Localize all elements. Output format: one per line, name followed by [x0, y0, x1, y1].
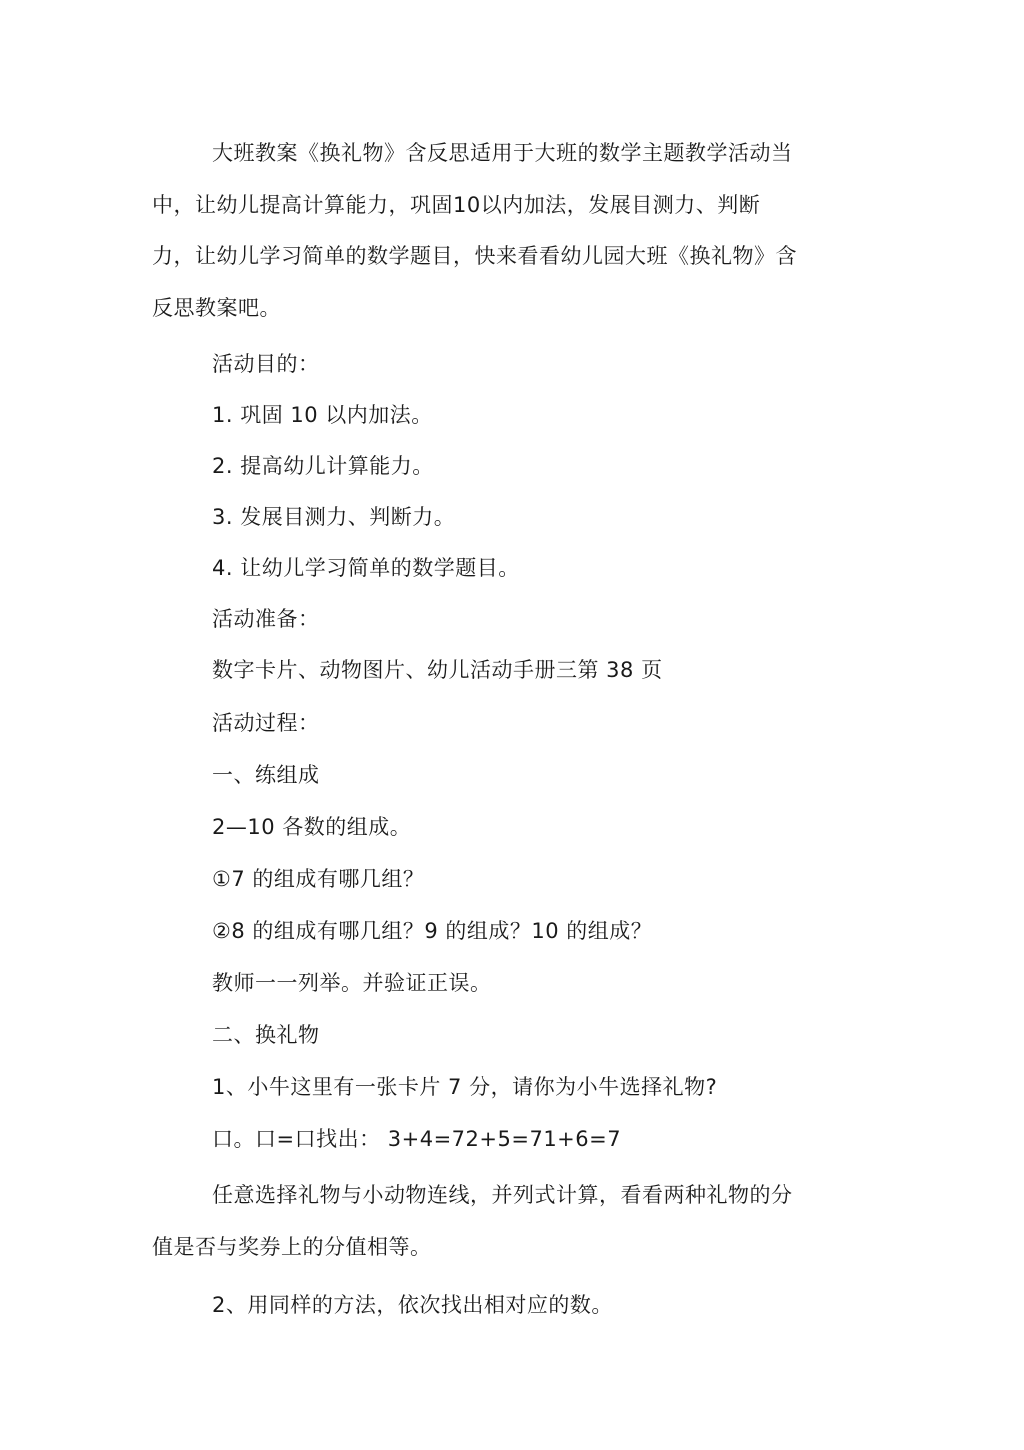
section1-line-4: 教师一一列举。并验证正误。	[212, 971, 492, 995]
goals-heading: 活动目的：	[212, 352, 320, 376]
section2-paragraph: 任意选择礼物与小动物连线，并列式计算，看看两种礼物的分值是否与奖券上的分值相等。	[152, 1183, 793, 1259]
intro-paragraph: 大班教案《换礼物》含反思适用于大班的数学主题教学活动当中，让幼儿提高计算能力，巩固10以内加法，发展目测力、判断力，让幼儿学习简单的数学题目，快来看看幼儿园大班《换礼物》含反思教案吧。	[152, 141, 797, 320]
section2-line-1: 1、小牛这里有一张卡片 7 分，请你为小牛选择礼物?	[212, 1075, 718, 1099]
goal-item-1: 1. 巩固 10 以内加法。	[212, 403, 433, 427]
section1-line-1: 2—10 各数的组成。	[212, 815, 412, 839]
section2-last-line: 2、用同样的方法，依次找出相对应的数。	[212, 1293, 613, 1317]
process-heading: 活动过程：	[212, 711, 320, 735]
goal-item-3: 3. 发展目测力、判断力。	[212, 505, 456, 529]
section1-title: 一、练组成	[212, 763, 320, 787]
section1-line-2: ①7 的组成有哪几组？	[212, 867, 425, 891]
goal-item-4: 4. 让幼儿学习简单的数学题目。	[212, 556, 520, 580]
section2-title: 二、换礼物	[212, 1023, 320, 1047]
section1-line-3: ②8 的组成有哪几组？9 的组成？10 的组成？	[212, 919, 653, 943]
prep-text: 数字卡片、动物图片、幼儿活动手册三第 38 页	[212, 658, 663, 682]
prep-heading: 活动准备：	[212, 607, 320, 631]
goal-item-2: 2. 提高幼儿计算能力。	[212, 454, 434, 478]
section2-line-2: 口。口=口找出： 3+4=72+5=71+6=7	[212, 1127, 622, 1151]
